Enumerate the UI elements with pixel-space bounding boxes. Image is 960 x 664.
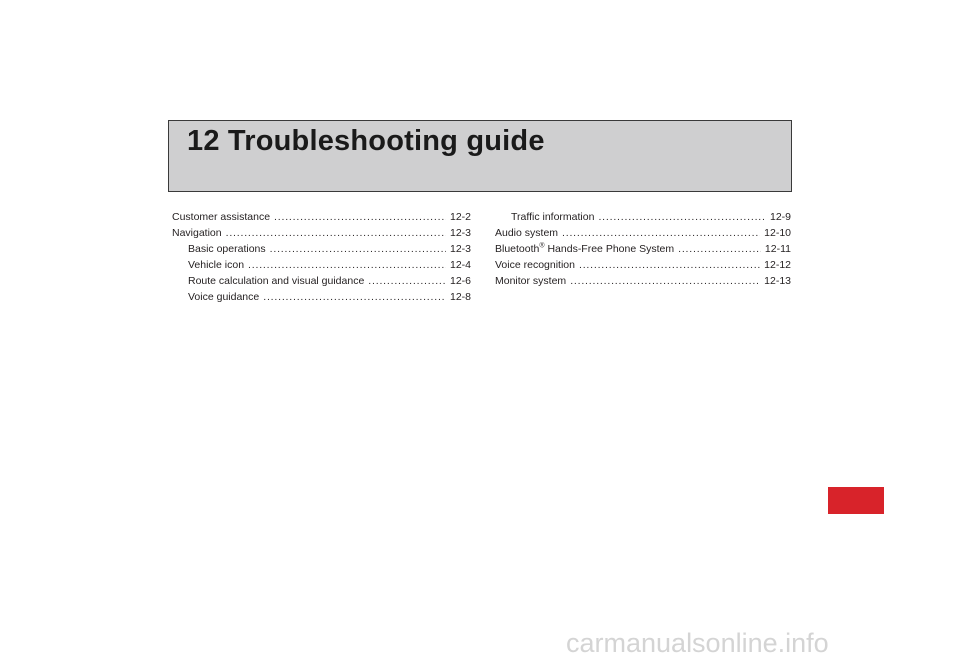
- toc-entry-traffic-information[interactable]: [495, 209, 791, 225]
- toc-entry-label-rest: Hands-Free Phone System: [544, 243, 675, 255]
- toc-entry-label: Traffic information: [511, 211, 595, 223]
- toc-entry-route-calculation[interactable]: [172, 273, 471, 289]
- toc-right-column: [495, 209, 791, 289]
- dot-leader: [598, 209, 766, 225]
- dot-leader: [570, 273, 760, 289]
- toc-entry-label: Customer assistance: [172, 211, 271, 223]
- toc-entry-voice-guidance[interactable]: [172, 289, 471, 305]
- toc-entry-navigation[interactable]: [172, 225, 471, 241]
- dot-leader: [270, 241, 446, 257]
- toc-entry-page: 12-4: [449, 259, 471, 271]
- toc-entry-page: 12-8: [449, 291, 471, 303]
- toc-entry-page: 12-2: [449, 211, 471, 223]
- toc-entry-voice-recognition[interactable]: [495, 257, 791, 273]
- toc-entry-label: Basic operations: [188, 243, 266, 255]
- toc-entry-label: Voice recognition: [495, 259, 575, 271]
- toc-entry-page: 12-12: [764, 259, 791, 271]
- toc-entry-audio-system[interactable]: [495, 225, 791, 241]
- toc-entry-page: 12-9: [769, 211, 791, 223]
- registered-mark: ®: [539, 242, 545, 250]
- dot-leader: [263, 289, 446, 305]
- dot-leader: [562, 225, 760, 241]
- toc-entry-basic-operations[interactable]: [172, 241, 471, 257]
- toc-entry-vehicle-icon[interactable]: [172, 257, 471, 273]
- toc-entry-label: [495, 241, 674, 257]
- toc-entry-monitor-system[interactable]: [495, 273, 791, 289]
- chapter-title: 12 Troubleshooting guide: [187, 125, 545, 157]
- toc-entry-page: 12-3: [449, 243, 471, 255]
- toc-entry-label: Navigation: [172, 227, 222, 239]
- toc-entry-label: Voice guidance: [188, 291, 260, 303]
- toc-entry-label: Audio system: [495, 227, 559, 239]
- toc-entry-page: 12-6: [449, 275, 471, 287]
- toc-left-column: [172, 209, 471, 305]
- dot-leader: [274, 209, 446, 225]
- dot-leader: [248, 257, 446, 273]
- toc-entry-page: 12-13: [764, 275, 791, 287]
- chapter-header: [168, 120, 792, 192]
- toc-entry-bluetooth-phone[interactable]: [495, 241, 791, 257]
- toc-entry-page: 12-11: [764, 243, 791, 255]
- toc-entry-customer-assistance[interactable]: [172, 209, 471, 225]
- chapter-tab-marker: [828, 487, 884, 514]
- toc-entry-page: 12-10: [764, 227, 791, 239]
- dot-leader: [678, 241, 761, 257]
- toc-entry-label: Vehicle icon: [188, 259, 245, 271]
- dot-leader: [226, 225, 446, 241]
- toc-entry-page: 12-3: [449, 227, 471, 239]
- dot-leader: [579, 257, 760, 273]
- toc-entry-label: Route calculation and visual guidance: [188, 275, 365, 287]
- dot-leader: [368, 273, 446, 289]
- toc-entry-label-brand: Bluetooth: [495, 243, 540, 255]
- watermark: carmanualsonline.info: [566, 628, 829, 658]
- toc-entry-label: Monitor system: [495, 275, 567, 287]
